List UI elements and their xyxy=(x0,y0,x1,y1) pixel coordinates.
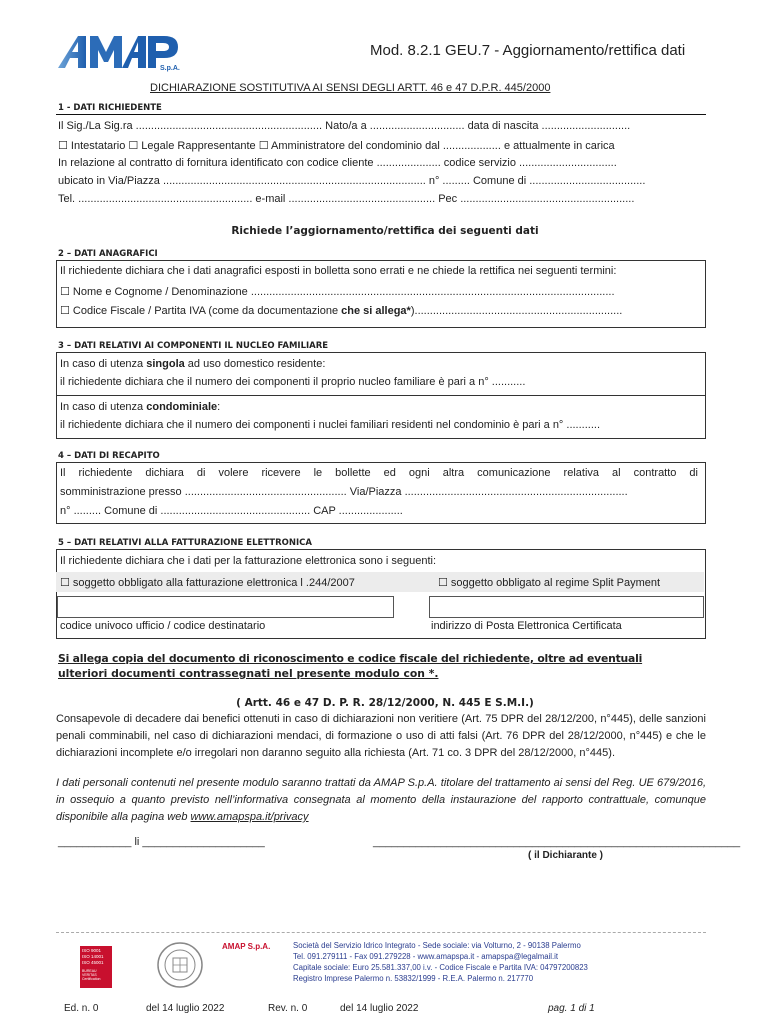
einvoice-checkbox[interactable]: ☐ soggetto obbligato alla fatturazione elettronica l .244/2007 xyxy=(60,577,355,589)
logo-subtext: S.p.A. xyxy=(160,65,180,72)
request-title: Richiede l’aggiornamento/rettifica dei seguenti dati xyxy=(231,225,539,237)
s5-line-intro: Il richiedente dichiara che i dati per la fatturazione elettronica sono i seguenti: xyxy=(60,555,437,567)
s4-line-address: somministrazione presso ..................................................... Via/Piazza ......................................................................... xyxy=(60,486,628,498)
edition-number: Ed. n. 0 xyxy=(64,1003,99,1014)
s2-line-intro: Il richiedente dichiara che i dati anagrafici esposti in bolletta sono errati e ne chiede la rettifica nei seguenti termini: xyxy=(60,265,617,277)
privacy-link[interactable]: www.amapspa.it/privacy xyxy=(190,811,309,823)
s2-line-taxcode: ☐ Codice Fiscale / Partita IVA (come da documentazione che si allega*).................................................................... xyxy=(60,305,623,317)
signatory-label: ( il Dichiarante ) xyxy=(528,850,604,861)
s3-condo-line: il richiedente dichiara che il numero dei componenti i nuclei familiari residenti nel condominio è pari a n° ........... xyxy=(60,419,601,431)
footer-rule xyxy=(56,932,706,933)
s3-single-line: il richiedente dichiara che il numero dei componenti il proprio nucleo familiare è pari a n° ........... xyxy=(60,376,526,388)
s1-line-role: ☐ Intestatario ☐ Legale Rappresentante ☐ Amministratore del condominio dal ................... e attualmente in carica xyxy=(58,140,615,152)
amap-logo xyxy=(56,32,196,72)
s1-line-name: Il Sig./La Sig.ra ............................................................. Nato/a a ............................... data di nascita ............................. xyxy=(58,120,631,132)
s1-line-contract: In relazione al contratto di fornitura identificato con codice cliente ..................... codice servizio ................................ xyxy=(58,157,617,169)
page-number: pag. 1 di 1 xyxy=(548,1003,595,1014)
s3-condo-heading: In caso di utenza condominiale: xyxy=(60,401,221,413)
declaration-paragraph: Consapevole di decadere dai benefici ottenuti in caso di dichiarazioni non veritiere (Art. 75 DPR del 28/12/200, n°445), delle sanzioni penali comminabili, nel caso di dichiarazioni mendaci, di formazione o uso di atti falsi (Art. 76 DPR del 28/12/2000, n°445) e che le dichiarazioni incomplete e/o irregolari non daranno seguito alla richiesta (Art. 71 co. 3 DPR del 28/12/2000, n°445). xyxy=(56,713,706,759)
privacy-paragraph: I dati personali contenuti nel presente modulo saranno trattati da AMAP S.p.A. titolare del trattamento ai sensi del Reg. UE 679/2016, in ossequio a quanto previsto nell’informativa consegnata al momento della instaurazione del rapporto contrattuale, comunque disponibile alla pagina web www.amapspa.it/privacy xyxy=(56,777,706,823)
module-title: Mod. 8.2.1 GEU.7 - Aggiornamento/rettifica dati xyxy=(370,42,686,59)
footer-company-info: Società del Servizio Idrico Integrato - Sede sociale: via Volturno, 2 - 90138 Palermo Tel. 091.279111 - Fax 091.279228 - www.amapspa.it - amapspa@legalmail.it Capitale sociale: Euro 25.581.337,00 i.v. - Codice Fiscale e Partita IVA: 04797200823 Registro Imprese Palermo n. 53832/1999 - R.E.A. Palermo n. 217770 xyxy=(293,941,588,983)
s3-single-heading: In caso di utenza singola ad uso domestico residente: xyxy=(60,358,326,370)
recipient-code-field[interactable] xyxy=(57,596,394,618)
s4-line-intro: Il richiedente dichiara di volere ricevere le bollette ed ogni altra comunicazione relativa al contratto di xyxy=(60,467,698,479)
section-1-title: 1 - DATI RICHIEDENTE xyxy=(58,103,162,113)
certification-logos xyxy=(80,940,210,990)
bureau-veritas-seal-icon xyxy=(155,940,205,990)
section-2-title: 2 – DATI ANAGRAFICI xyxy=(58,249,158,259)
iso-badge: ISO 9001 ISO 14001 ISO 45001 BUREAU VERITAS Certification xyxy=(80,946,112,988)
edition-date: del 14 luglio 2022 xyxy=(146,1003,225,1014)
pec-label: indirizzo di Posta Elettronica Certificata xyxy=(431,620,622,632)
section-5-title: 5 – DATI RELATIVI ALLA FATTURAZIONE ELETTRONICA xyxy=(58,538,312,548)
split-payment-checkbox[interactable]: ☐ soggetto obbligato al regime Split Payment xyxy=(438,577,661,589)
s4-line-city: n° ......... Comune di ................................................. CAP ..................... xyxy=(60,505,403,517)
recipient-code-label: codice univoco ufficio / codice destinatario xyxy=(60,620,266,632)
s2-line-name: ☐ Nome e Cognome / Denominazione ....................................................................................................................... xyxy=(60,286,615,298)
signature-line: ____________________________________________________________ xyxy=(373,836,741,848)
attachment-notice: Si allega copia del documento di riconoscimento e codice fiscale del richiedente, oltre ad eventuali ulteriori documenti contrassegnati nel presente modulo con *. xyxy=(58,652,643,680)
revision-number: Rev. n. 0 xyxy=(268,1003,308,1014)
section-1-rule xyxy=(56,114,706,115)
s1-line-contacts: Tel. ......................................................... e-mail ................................................ Pec ......................................................... xyxy=(58,193,635,205)
revision-date: del 14 luglio 2022 xyxy=(340,1003,419,1014)
place-date-line: ____________ li ____________________ xyxy=(58,836,265,848)
section-3-title: 3 – DATI RELATIVI AI COMPONENTI IL NUCLEO FAMILIARE xyxy=(58,341,329,351)
pec-field[interactable] xyxy=(429,596,704,618)
section-4-title: 4 – DATI DI RECAPITO xyxy=(58,451,160,461)
law-title: ( Artt. 46 e 47 D. P. R. 28/12/2000, N. 445 E S.M.I.) xyxy=(236,697,534,709)
s1-line-address: ubicato in Via/Piazza ...................................................................................... n° ......... Comune di ...................................... xyxy=(58,175,646,187)
footer-company: AMAP S.p.A. xyxy=(222,942,271,951)
document-title: DICHIARAZIONE SOSTITUTIVA AI SENSI DEGLI ARTT. 46 e 47 D.P.R. 445/2000 xyxy=(150,82,551,94)
